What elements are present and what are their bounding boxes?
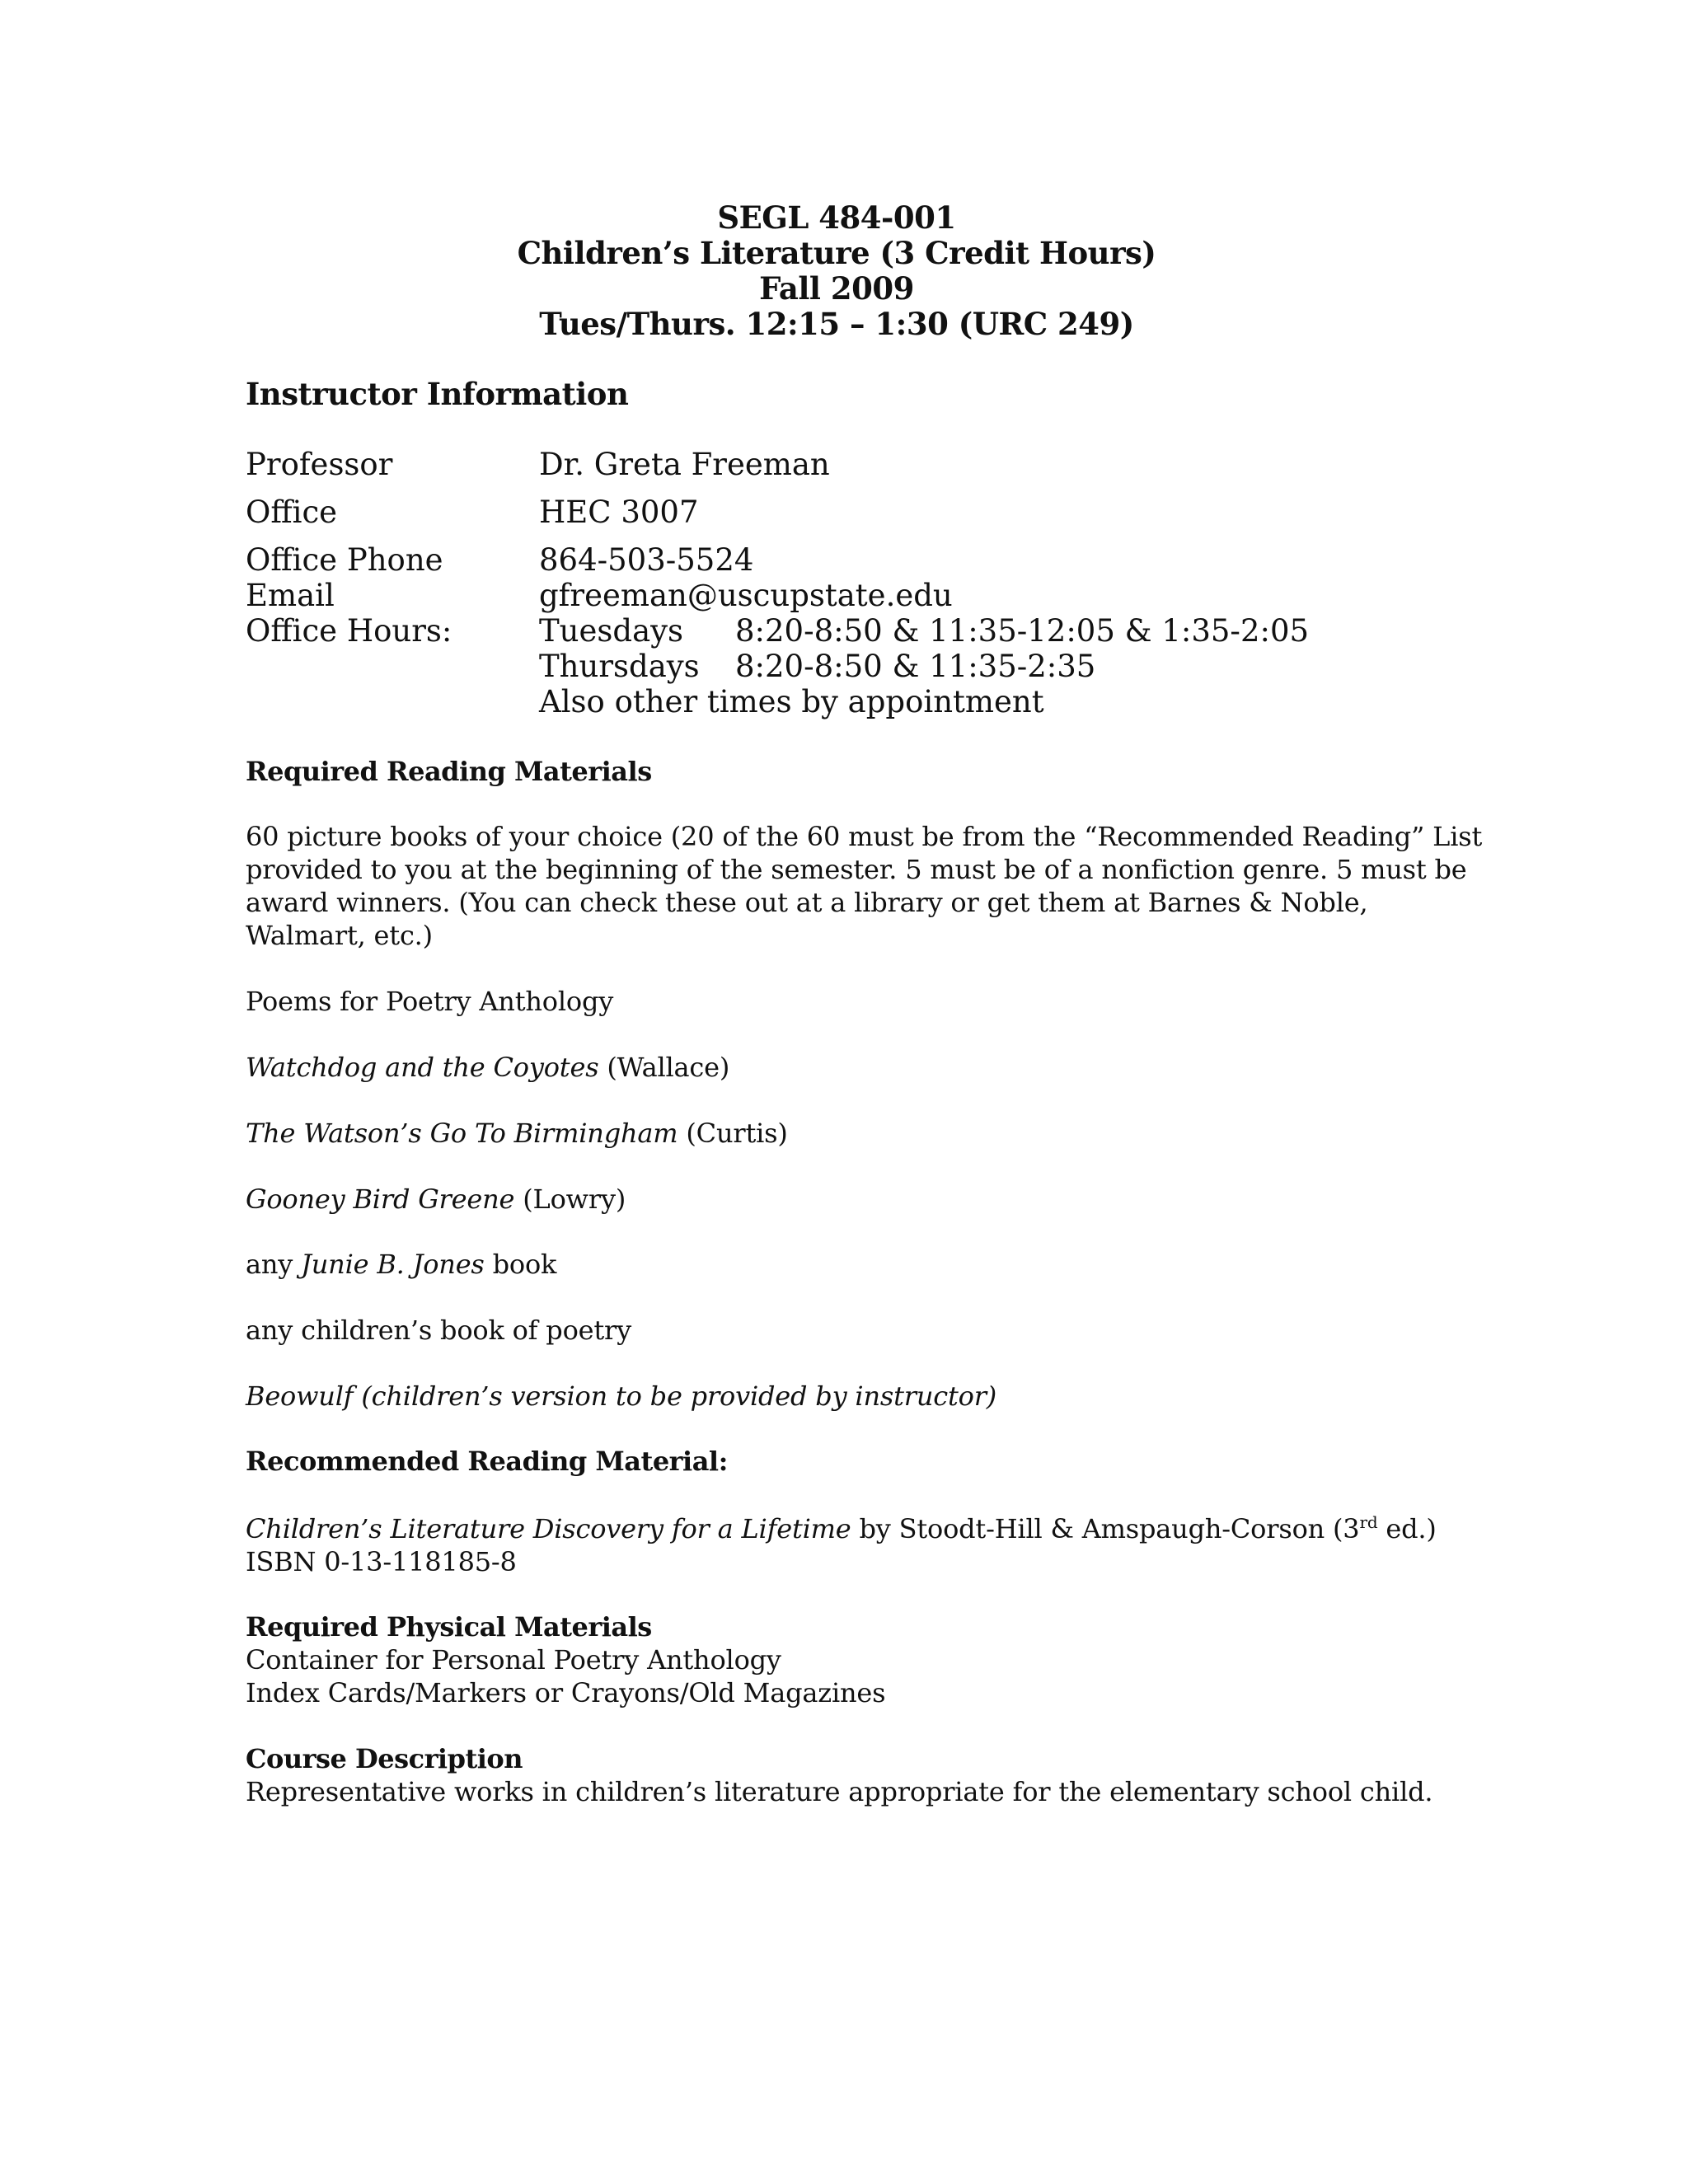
course-schedule: Tues/Thurs. 12:15 – 1:30 (URC 249) xyxy=(539,306,1134,342)
course-description-heading: Course Description xyxy=(246,1743,523,1774)
office-hours-day: Tuesdays xyxy=(539,613,684,649)
phone-value: 864-503-5524 xyxy=(539,542,754,578)
reading-intro-line: provided to you at the beginning of the semester. 5 must be of a nonfiction genre. 5 must be xyxy=(246,854,1467,885)
physical-materials-heading: Required Physical Materials xyxy=(246,1611,652,1643)
office-value: HEC 3007 xyxy=(539,494,699,530)
recommended-isbn: ISBN 0-13-118185-8 xyxy=(246,1546,517,1577)
reading-intro-line: award winners. (You can check these out at a library or get them at Barnes & Noble, xyxy=(246,887,1368,918)
recommended-title: Children’s Literature Discovery for a Lifetime xyxy=(246,1513,851,1544)
course-description-text: Representative works in children’s literature appropriate for the elementary school child. xyxy=(246,1776,1433,1807)
reading-item xyxy=(246,1118,788,1149)
book-author: (Curtis) xyxy=(678,1118,788,1149)
reading-item xyxy=(246,1183,626,1215)
instructor-heading: Instructor Information xyxy=(246,376,629,412)
book-title: Watchdog and the Coyotes xyxy=(246,1052,599,1083)
junie-title: Junie B. Jones xyxy=(301,1249,485,1280)
beowulf-item xyxy=(246,1380,996,1412)
course-title: Children’s Literature (3 Credit Hours) xyxy=(517,235,1156,271)
professor-value: Dr. Greta Freeman xyxy=(539,447,830,482)
office-hours-day: Thursdays xyxy=(539,649,700,684)
professor-label: Professor xyxy=(246,447,393,482)
reading-intro-line: 60 picture books of your choice (20 of the 60 must be from the “Recommended Reading” List xyxy=(246,821,1483,852)
required-reading-heading: Required Reading Materials xyxy=(246,756,652,787)
email-label: Email xyxy=(246,578,335,613)
reading-intro-line: Walmart, etc.) xyxy=(246,920,433,951)
edition-suffix: ed.) xyxy=(1377,1513,1437,1544)
recommended-item xyxy=(246,1513,1437,1544)
junie-suffix: book xyxy=(484,1249,557,1280)
office-hours-label: Office Hours: xyxy=(246,613,452,649)
junie-item xyxy=(246,1249,556,1280)
junie-prefix: any xyxy=(246,1249,302,1280)
office-hours-times: 8:20-8:50 & 11:35-12:05 & 1:35-2:05 xyxy=(735,613,1310,649)
poetry-item: any children’s book of poetry xyxy=(246,1315,632,1346)
recommended-authors: by Stoodt-Hill & Amspaugh-Corson (3 xyxy=(851,1513,1360,1544)
phone-label: Office Phone xyxy=(246,542,443,578)
recommended-reading-heading: Recommended Reading Material: xyxy=(246,1446,728,1477)
office-label: Office xyxy=(246,494,338,530)
book-author: (Lowry) xyxy=(514,1183,626,1215)
physical-material-item: Index Cards/Markers or Crayons/Old Magazines xyxy=(246,1677,886,1708)
beowulf-text: Beowulf (children’s version to be provided by instructor) xyxy=(246,1380,997,1412)
office-hours-note: Also other times by appointment xyxy=(539,684,1044,719)
email-value: gfreeman@uscupstate.edu xyxy=(539,578,953,613)
office-hours-times: 8:20-8:50 & 11:35-2:35 xyxy=(735,649,1096,684)
book-title: Gooney Bird Greene xyxy=(246,1183,515,1215)
reading-item xyxy=(246,1052,729,1083)
course-term: Fall 2009 xyxy=(759,270,914,307)
book-title: The Watson’s Go To Birmingham xyxy=(246,1118,678,1149)
physical-material-item: Container for Personal Poetry Anthology xyxy=(246,1644,781,1675)
course-code: SEGL 484-001 xyxy=(717,199,956,236)
poems-item: Poems for Poetry Anthology xyxy=(246,986,614,1017)
edition-superscript: rd xyxy=(1359,1512,1378,1532)
book-author: (Wallace) xyxy=(598,1052,730,1083)
